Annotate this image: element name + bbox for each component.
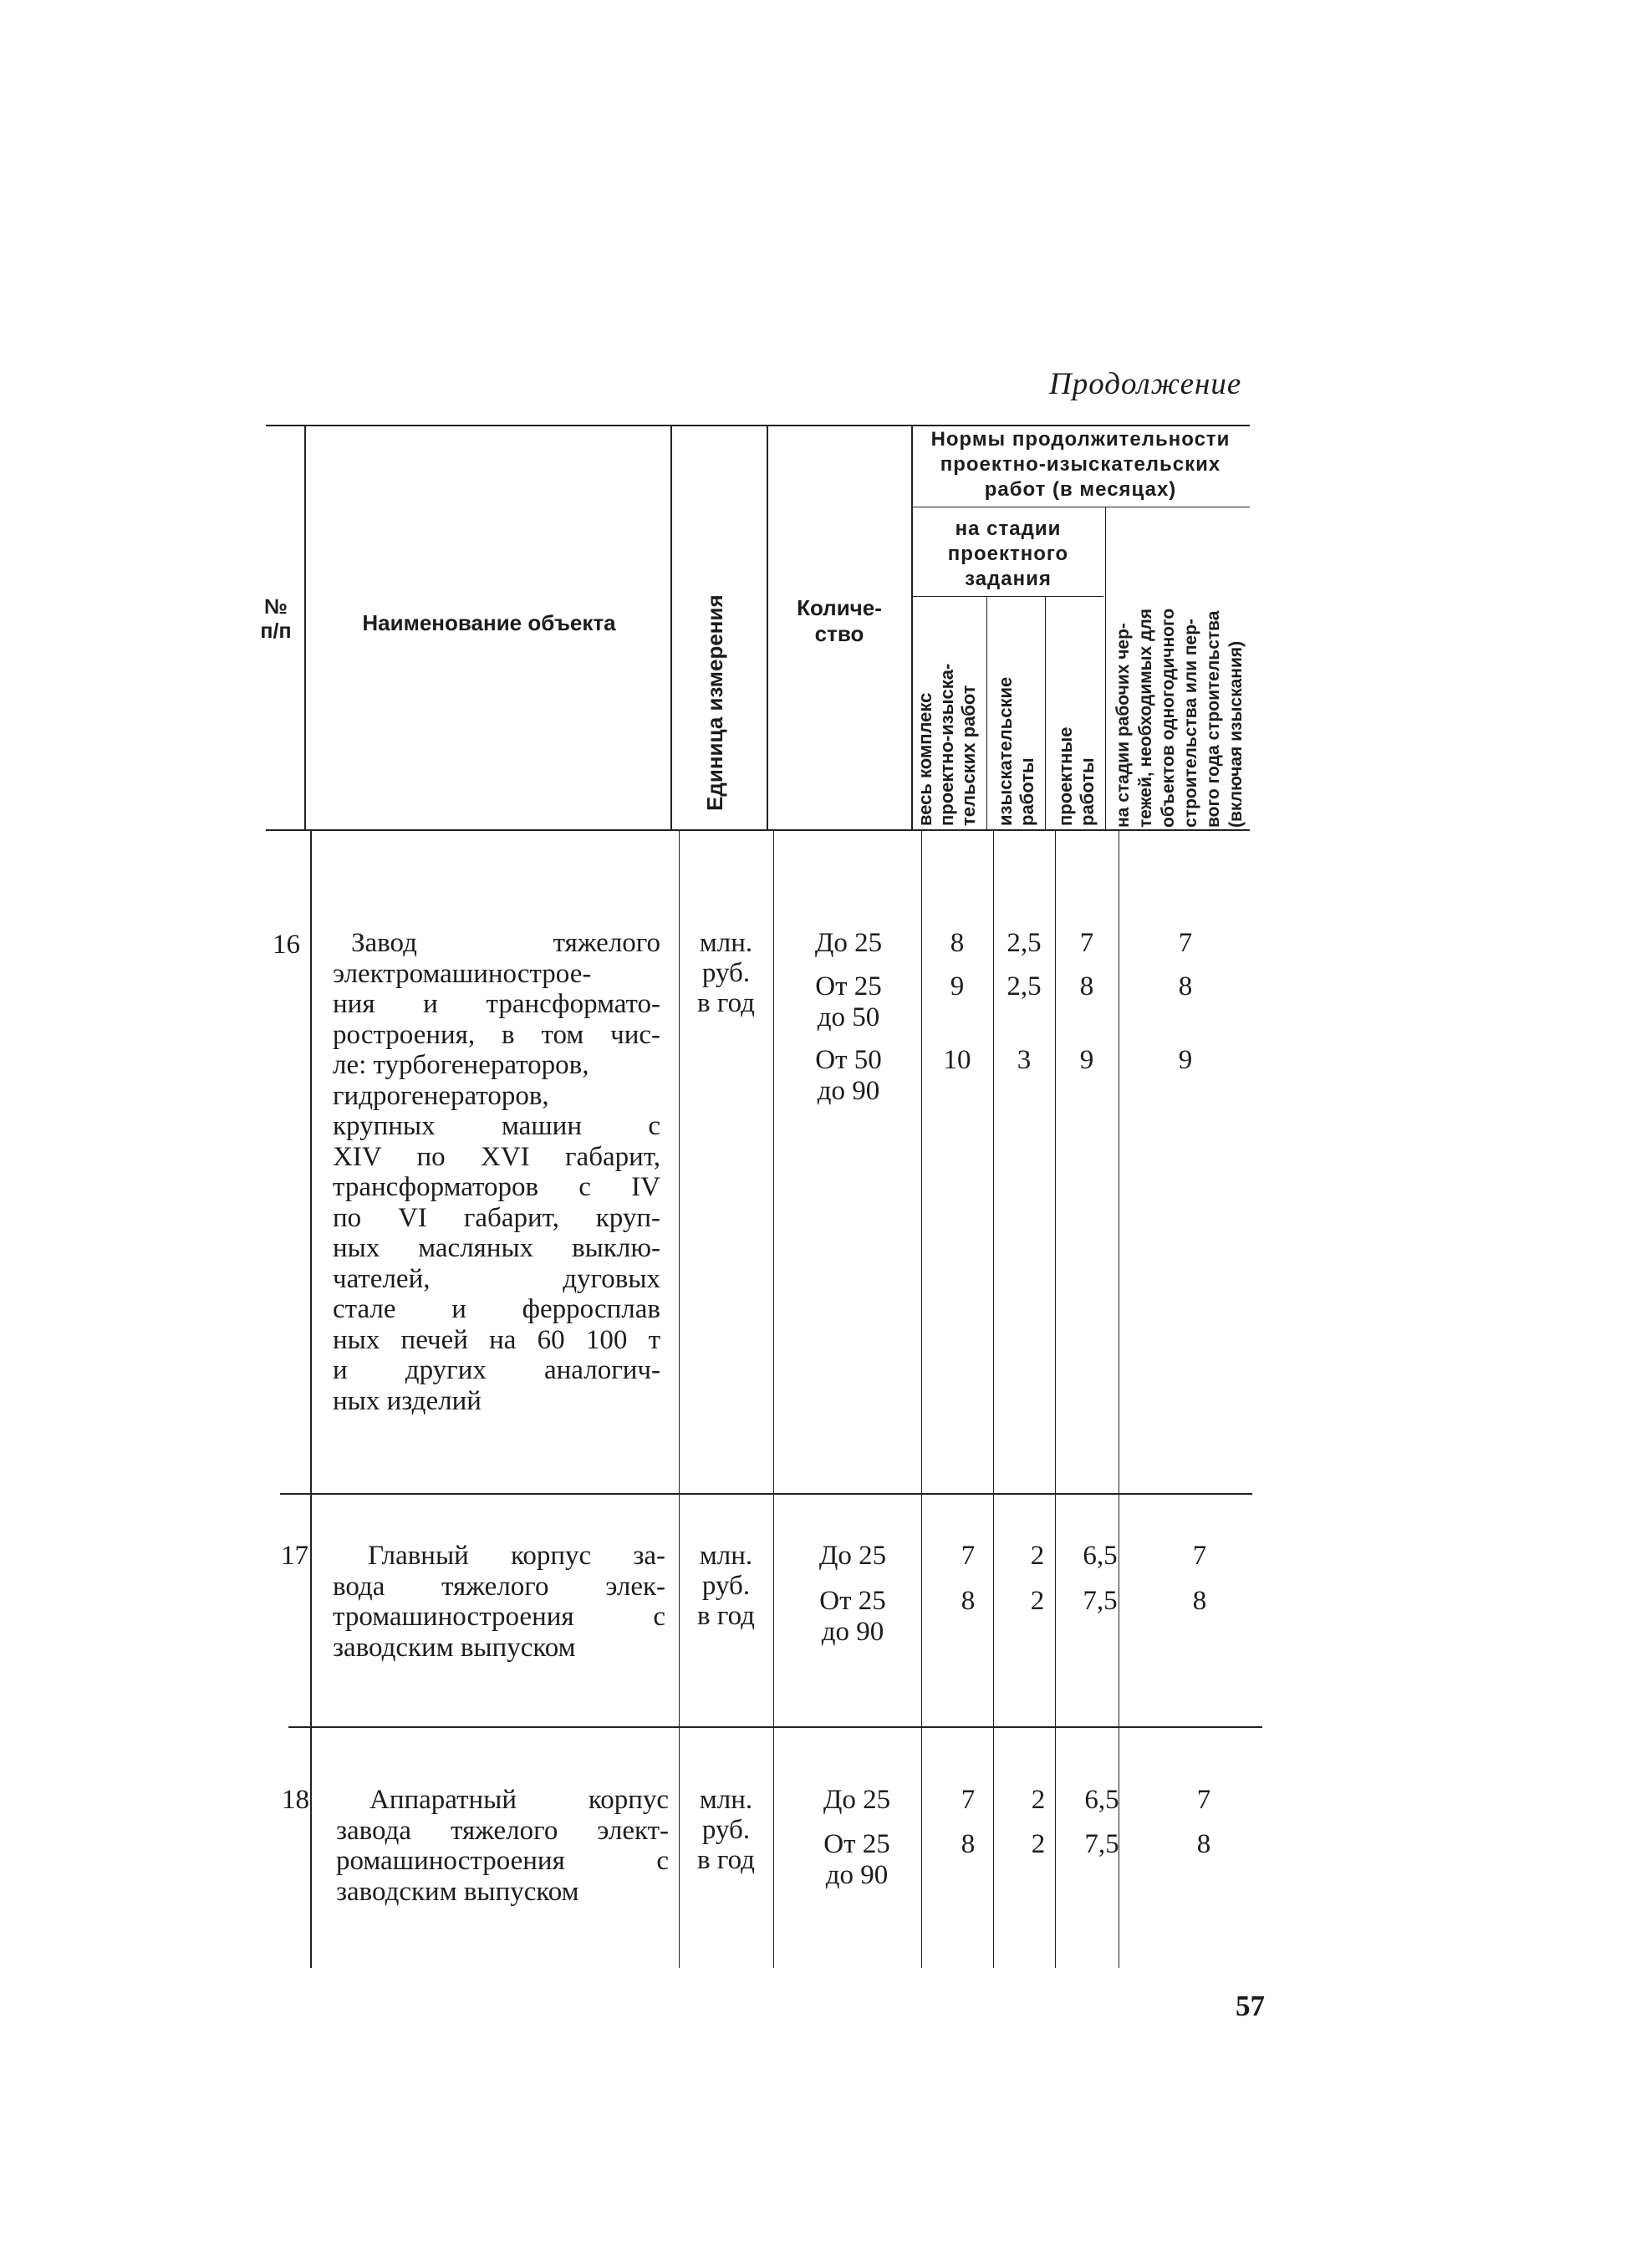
row-num: 18 [282,1785,309,1815]
row-num: 16 [273,930,300,960]
value-design: 6,5 [1084,1785,1119,1815]
value-working: 8 [1178,971,1193,1001]
value-working: 7 [1192,1541,1207,1571]
value-working: 8 [1192,1586,1207,1616]
row-num: 17 [281,1541,308,1571]
header-col-design: проектные работы [1055,726,1098,826]
quantity-range: От 25 до 90 [819,1586,886,1647]
quantity-range: От 25 до 90 [823,1829,890,1890]
value-working: 9 [1178,1045,1193,1075]
value-working: 8 [1196,1829,1211,1859]
value-survey: 2,5 [1006,928,1042,958]
value-total: 8 [961,1586,976,1616]
value-survey: 3 [1017,1045,1032,1075]
object-name: Завод тяжелого электромашинострое- ния и трансформато- ростроения, в том чис- ле: турбогенераторов, гидрогенераторов, крупных машин с XIV по XVI габарит, трансформаторов с IV по VI габарит, круп- ных масляных выклю- чателей, дуговых стале и ферросплав ных печей на 60 100 т и других аналогич- ных изделий [333,928,660,1416]
unit-value: млн. руб. в год [697,1785,755,1875]
quantity-range: До 25 [818,1541,887,1571]
value-design: 7,5 [1084,1829,1119,1859]
continuation-label: Продолжение [1049,367,1242,401]
value-design: 8 [1079,971,1094,1001]
object-name: Главный корпус за- вода тяжелого элек- тромашиностроения с заводским выпуском [333,1541,665,1663]
value-survey: 2,5 [1006,971,1042,1001]
value-total: 8 [950,928,965,958]
header-num: № п/п [260,595,292,643]
header-col-total: весь комплекс проектно-изыска- тельских работ [915,663,979,826]
header-name: Наименование объекта [362,610,616,635]
quantity-range: До 25 [814,928,883,958]
header-norms: Нормы продолжительности проектно-изыскательских работ (в месяцах) [930,428,1231,501]
header-col-survey: изыскательские работы [995,676,1037,826]
value-survey: 2 [1030,1586,1045,1616]
page-number: 57 [1236,1990,1265,2022]
value-design: 6,5 [1083,1541,1118,1571]
value-total: 7 [961,1785,976,1815]
value-survey: 2 [1031,1829,1046,1859]
header-unit: Единица измерения [702,594,727,811]
object-name: Аппаратный корпус завода тяжелого элект- ромашиностроения с заводским выпуском [336,1785,669,1907]
value-design: 9 [1079,1045,1094,1075]
header-col-working: на стадии рабочих чер- тежей, необходимых для объектов одногодичного строительства или пер- вого года строительства (включая изыскания) [1113,608,1246,828]
value-survey: 2 [1030,1541,1045,1571]
value-total: 10 [943,1045,971,1075]
quantity-range: От 25 до 50 [815,971,882,1032]
value-total: 9 [950,971,965,1001]
value-survey: 2 [1031,1785,1046,1815]
unit-value: млн. руб. в год [697,1541,755,1631]
header-project-stage: на стадии проектного задания [947,517,1069,590]
unit-value: млн. руб. в год [697,928,755,1018]
value-total: 8 [961,1829,976,1859]
value-total: 7 [961,1541,976,1571]
quantity-range: От 50 до 90 [815,1045,882,1106]
header-quantity: Количе- ство [797,595,882,646]
value-design: 7 [1079,928,1094,958]
value-working: 7 [1178,928,1193,958]
value-design: 7,5 [1083,1586,1118,1616]
quantity-range: До 25 [823,1785,891,1815]
value-working: 7 [1196,1785,1211,1815]
